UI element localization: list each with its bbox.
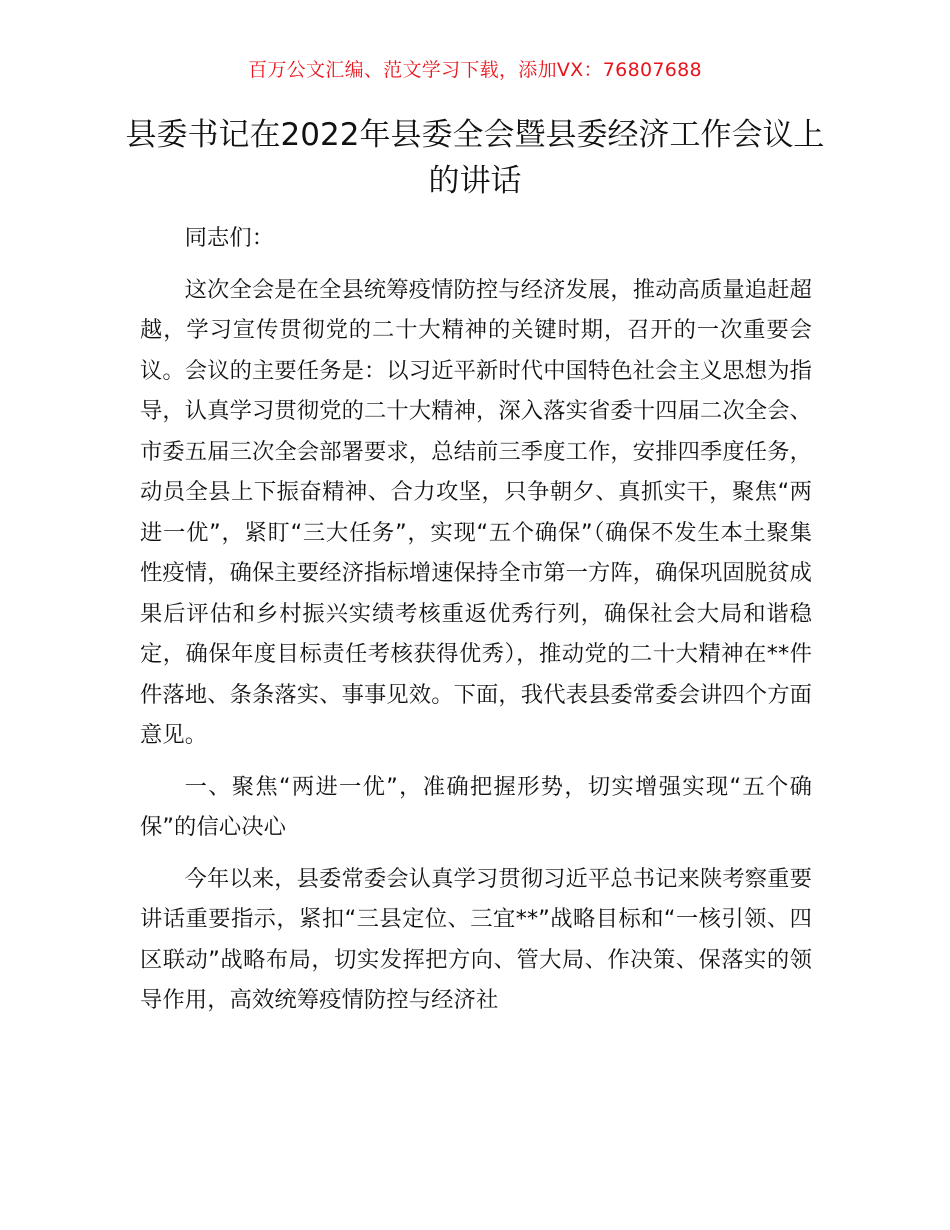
body-paragraph: 今年以来，县委常委会认真学习贯彻习近平总书记来陕考察重要讲话重要指示，紧扣“三县定位、三宜**”战略目标和“一核引领、四区联动”战略布局，切实发挥把方向、管大局、作决策、保落实的领导作用，高效统筹疫情防控与经济社	[140, 865, 812, 1013]
salutation-paragraph: 同志们：	[184, 225, 275, 251]
document-title: 县委书记在2022年县委全会暨县委经济工作会议上的讲话	[125, 117, 825, 199]
header-notice: 百万公文汇编、范文学习下载，添加VX：76807688	[248, 59, 702, 81]
document-body	[140, 218, 812, 1021]
section-heading-paragraph: 一、聚焦“两进一优”，准确把握形势，切实增强实现“五个确保”的信心决心	[140, 773, 812, 840]
opening-paragraph: 这次全会是在全县统筹疫情防控与经济发展，推动高质量追赶超越，学习宣传贯彻党的二十大精神的关键时期，召开的一次重要会议。会议的主要任务是：以习近平新时代中国特色社会主义思想为指导，认真学习贯彻党的二十大精神，深入落实省委十四届二次全会、市委五届三次全会部署要求，总结前三季度工作，安排四季度任务，动员全县上下振奋精神、合力攻坚，只争朝夕、真抓实干，聚焦“两进一优”，紧盯“三大任务”，实现“五个确保”（确保不发生本土聚集性疫情，确保主要经济指标增速保持全市第一方阵，确保巩固脱贫成果后评估和乡村振兴实绩考核重返优秀行列，确保社会大局和谐稳定，确保年度目标责任考核获得优秀），推动党的二十大精神在**件件落地、条条落实、事事见效。下面，我代表县委常委会讲四个方面意见。	[140, 276, 812, 748]
